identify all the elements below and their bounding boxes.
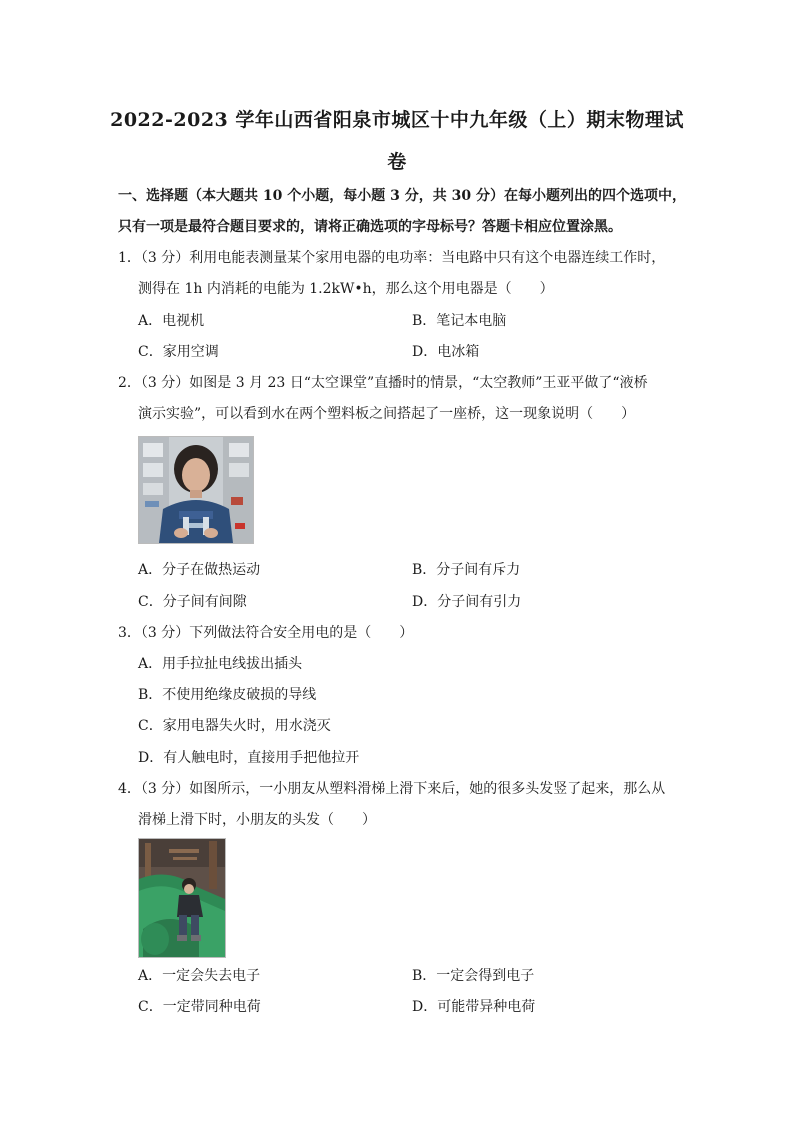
exam-title-line1: 2022-2023 学年山西省阳泉市城区十中九年级（上）期末物理试 bbox=[110, 109, 684, 131]
question-4-line2: 滑梯上滑下时，小朋友的头发（ ） bbox=[138, 812, 376, 828]
question-4-line1: 4．（3 分）如图所示，一小朋友从塑料滑梯上滑下来后，她的很多头发竖了起来，那么从 bbox=[118, 781, 666, 797]
question-2-option-b: B．分子间有斥力 bbox=[412, 562, 521, 578]
question-1-line1: 1．（3 分）利用电能表测量某个家用电器的电功率：当电路中只有这个电器连续工作时， bbox=[118, 250, 666, 266]
question-2-option-c: C．分子间有间隙 bbox=[138, 594, 247, 610]
slide-photo bbox=[138, 838, 226, 958]
question-3-line1: 3．（3 分）下列做法符合安全用电的是（ ） bbox=[118, 625, 414, 641]
question-2-line2: 演示实验”，可以看到水在两个塑料板之间搭起了一座桥，这一现象说明（ ） bbox=[138, 406, 636, 422]
question-2-option-a: A．分子在做热运动 bbox=[138, 562, 261, 578]
space-classroom-photo bbox=[138, 436, 254, 544]
question-4-option-a: A．一定会失去电子 bbox=[138, 968, 261, 984]
question-3-option-d: D．有人触电时，直接用手把他拉开 bbox=[138, 750, 360, 766]
question-1-option-d: D．电冰箱 bbox=[412, 344, 480, 360]
question-3-option-c: C．家用电器失火时，用水浇灭 bbox=[138, 718, 331, 734]
question-2-line1: 2．（3 分）如图是 3 月 23 日“太空课堂”直播时的情景，“太空教师”王亚平做了“液桥 bbox=[118, 375, 648, 391]
question-1-option-a: A．电视机 bbox=[138, 313, 205, 329]
question-1-line2: 测得在 1h 内消耗的电能为 1.2kW•h，那么这个用电器是（ ） bbox=[138, 281, 554, 297]
question-3-option-a: A．用手拉扯电线拔出插头 bbox=[138, 656, 303, 672]
section-heading-line1: 一、选择题（本大题共 10 个小题，每小题 3 分，共 30 分）在每小题列出的四个选项中， bbox=[118, 188, 686, 204]
question-4-option-d: D．可能带异种电荷 bbox=[412, 999, 536, 1015]
section-heading-line2: 只有一项是最符合题目要求的，请将正确选项的字母标号？答题卡相应位置涂黑。 bbox=[118, 219, 622, 235]
question-4-option-b: B．一定会得到电子 bbox=[412, 968, 535, 984]
exam-title-line2: 卷 bbox=[387, 151, 407, 173]
question-2-option-d: D．分子间有引力 bbox=[412, 594, 522, 610]
question-4-option-c: C．一定带同种电荷 bbox=[138, 999, 261, 1015]
question-3-option-b: B．不使用绝缘皮破损的导线 bbox=[138, 687, 317, 703]
question-1-option-c: C．家用空调 bbox=[138, 344, 219, 360]
question-1-option-b: B．笔记本电脑 bbox=[412, 313, 507, 329]
